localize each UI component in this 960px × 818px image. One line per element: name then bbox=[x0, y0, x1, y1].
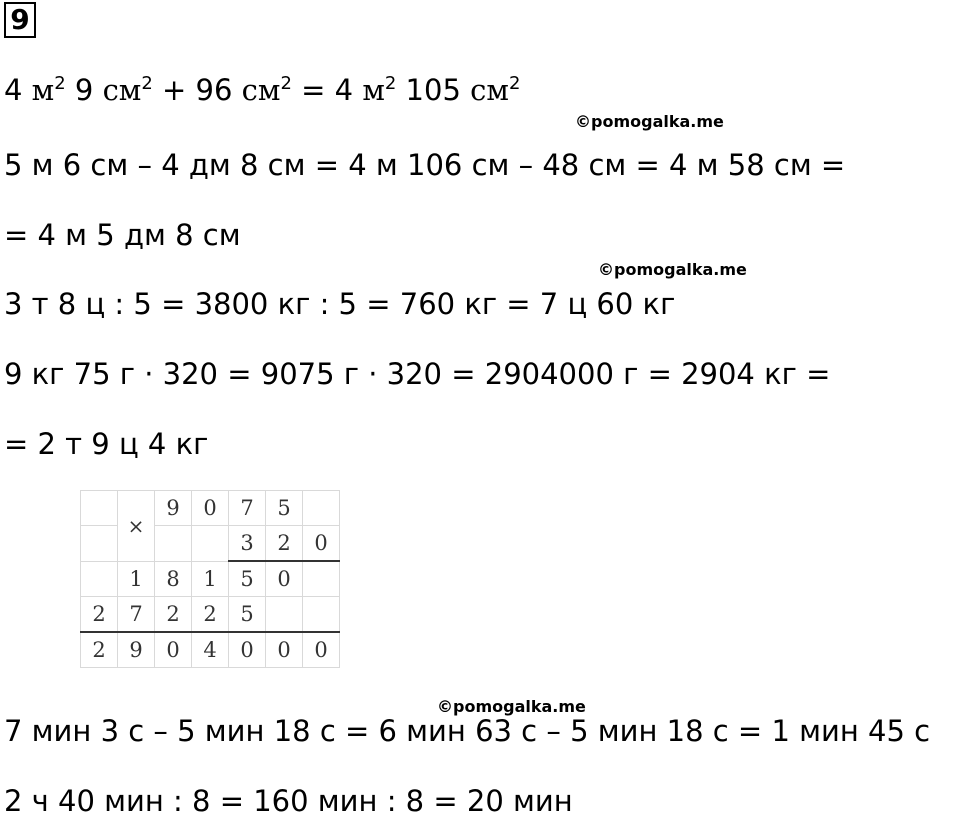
watermark: ©pomogalka.me bbox=[437, 697, 586, 716]
grid-cell bbox=[81, 561, 118, 597]
equation-mass-division: 3 т 8 ц : 5 = 3800 кг : 5 = 760 кг = 7 ц 60 кг bbox=[4, 287, 676, 321]
equation-length-result: = 4 м 5 дм 8 см bbox=[4, 218, 241, 252]
grid-cell: 7 bbox=[229, 491, 266, 526]
term-e-number: 105 bbox=[405, 73, 461, 107]
grid-cell: 0 bbox=[303, 632, 340, 668]
grid-cell bbox=[81, 526, 118, 562]
term-a-number: 4 bbox=[4, 73, 23, 107]
term-e-exponent: 2 bbox=[508, 72, 521, 94]
grid-cell bbox=[303, 491, 340, 526]
grid-cell: 2 bbox=[192, 597, 229, 633]
grid-cell: 2 bbox=[81, 632, 118, 668]
watermark: ©pomogalka.me bbox=[575, 112, 724, 131]
term-d-exponent: 2 bbox=[384, 72, 397, 94]
grid-cell bbox=[155, 526, 192, 562]
term-a-unit: м bbox=[31, 73, 55, 107]
grid-cell: 1 bbox=[192, 561, 229, 597]
term-c-exponent: 2 bbox=[280, 72, 292, 94]
grid-cell: 9 bbox=[155, 491, 192, 526]
term-b-unit: см bbox=[102, 73, 142, 107]
term-d-unit: м bbox=[362, 73, 385, 107]
grid-cell: 8 bbox=[155, 561, 192, 597]
equation-time-subtraction: 7 мин 3 с – 5 мин 18 с = 6 мин 63 с – 5 мин 18 с = 1 мин 45 с bbox=[4, 714, 931, 748]
term-b-exponent: 2 bbox=[141, 72, 153, 94]
grid-cell: 4 bbox=[192, 632, 229, 668]
watermark: ©pomogalka.me bbox=[598, 260, 747, 279]
grid-cell: 5 bbox=[229, 597, 266, 633]
grid-cell: 2 bbox=[155, 597, 192, 633]
term-e-unit: см bbox=[470, 73, 509, 107]
equation-area-line bbox=[4, 73, 520, 112]
grid-cell: 2 bbox=[81, 597, 118, 633]
grid-cell: 0 bbox=[303, 526, 340, 562]
grid-cell: 0 bbox=[266, 561, 303, 597]
equation-time-division: 2 ч 40 мин : 8 = 160 мин : 8 = 20 мин bbox=[4, 784, 573, 818]
grid-cell: 0 bbox=[192, 491, 229, 526]
grid-cell: 5 bbox=[266, 491, 303, 526]
equation-length-line: 5 м 6 см – 4 дм 8 см = 4 м 106 см – 48 см = 4 м 58 см = bbox=[4, 148, 846, 182]
grid-cell: 0 bbox=[266, 632, 303, 668]
grid-cell: 3 bbox=[229, 526, 266, 562]
grid-cell: 1 bbox=[118, 561, 155, 597]
grid-cell bbox=[266, 597, 303, 633]
grid-cell bbox=[303, 597, 340, 633]
grid-cell bbox=[192, 526, 229, 562]
problem-number-badge: 9 bbox=[4, 2, 36, 38]
equals-term: = 4 bbox=[301, 73, 354, 107]
grid-cell: 2 bbox=[266, 526, 303, 562]
equation-mass-result: = 2 т 9 ц 4 кг bbox=[4, 427, 209, 461]
equation-mass-multiplication: 9 кг 75 г · 320 = 9075 г · 320 = 2904000 г = 2904 кг = bbox=[4, 357, 831, 391]
grid-cell: 0 bbox=[155, 632, 192, 668]
grid-cell: 0 bbox=[229, 632, 266, 668]
term-a-exponent: 2 bbox=[54, 72, 66, 94]
term-c-unit: см bbox=[241, 73, 281, 107]
grid-cell bbox=[303, 561, 340, 597]
column-multiplication-grid bbox=[80, 490, 340, 668]
multiply-sign: × bbox=[118, 491, 155, 562]
grid-cell: 7 bbox=[118, 597, 155, 633]
term-b-number: 9 bbox=[74, 73, 94, 107]
plus-term: + 96 bbox=[162, 73, 233, 107]
grid-cell: 5 bbox=[229, 561, 266, 597]
grid-cell bbox=[81, 491, 118, 526]
grid-cell: 9 bbox=[118, 632, 155, 668]
